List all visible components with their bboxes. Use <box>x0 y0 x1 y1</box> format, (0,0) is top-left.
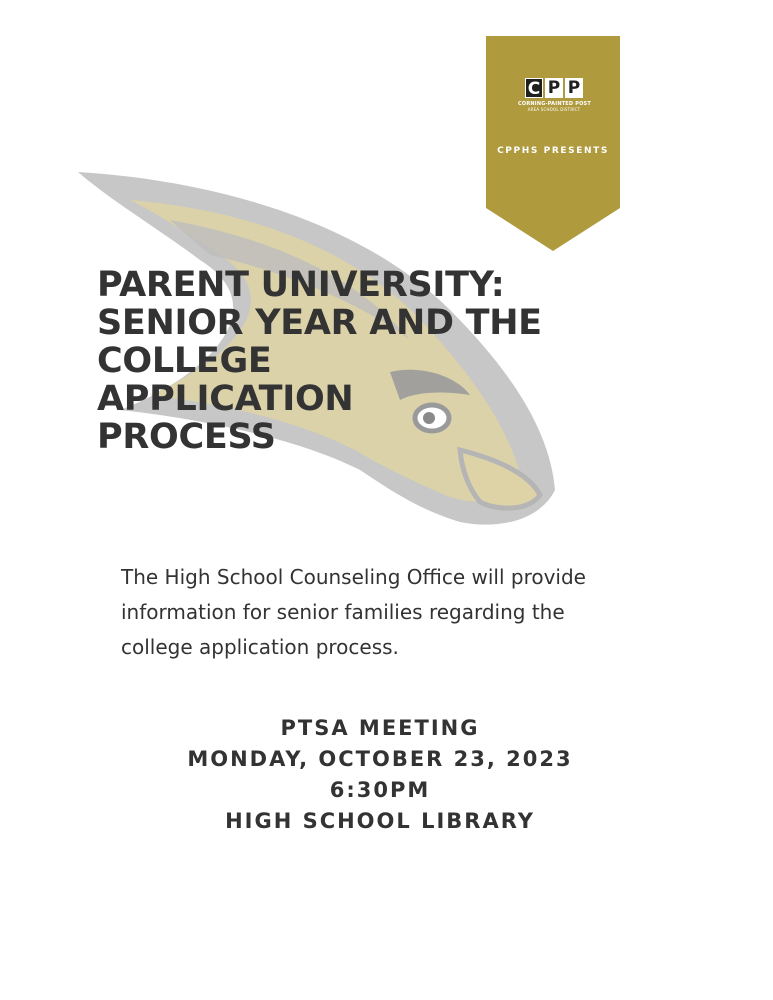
event-date: MONDAY, OCTOBER 23, 2023 <box>187 747 573 771</box>
logo-letter-p2: P <box>565 78 583 98</box>
banner-presents-label: CPPHS PRESENTS <box>497 146 609 156</box>
title-line: COLLEGE <box>97 341 272 381</box>
district-logo <box>518 78 590 112</box>
event-location: HIGH SCHOOL LIBRARY <box>225 809 535 833</box>
page-title <box>97 266 557 456</box>
event-description: The High School Counseling Office will provide information for senior families regarding the college application process. <box>121 565 586 659</box>
logo-district-name: CORNING-PAINTED POST <box>518 101 591 107</box>
title-line: SENIOR YEAR AND THE <box>97 303 542 343</box>
logo-district-subtitle: AREA SCHOOL DISTRICT <box>527 107 581 112</box>
title-line: PARENT UNIVERSITY: <box>97 265 505 305</box>
title-line: APPLICATION <box>97 379 354 419</box>
title-line: PROCESS <box>97 417 276 457</box>
event-details <box>150 713 610 837</box>
cpp-logo-mark <box>524 78 584 98</box>
presents-banner <box>486 36 620 251</box>
logo-letter-c: C <box>525 78 543 98</box>
event-name: PTSA MEETING <box>280 716 480 740</box>
logo-letter-p1: P <box>545 78 563 98</box>
event-time: 6:30PM <box>329 778 431 802</box>
